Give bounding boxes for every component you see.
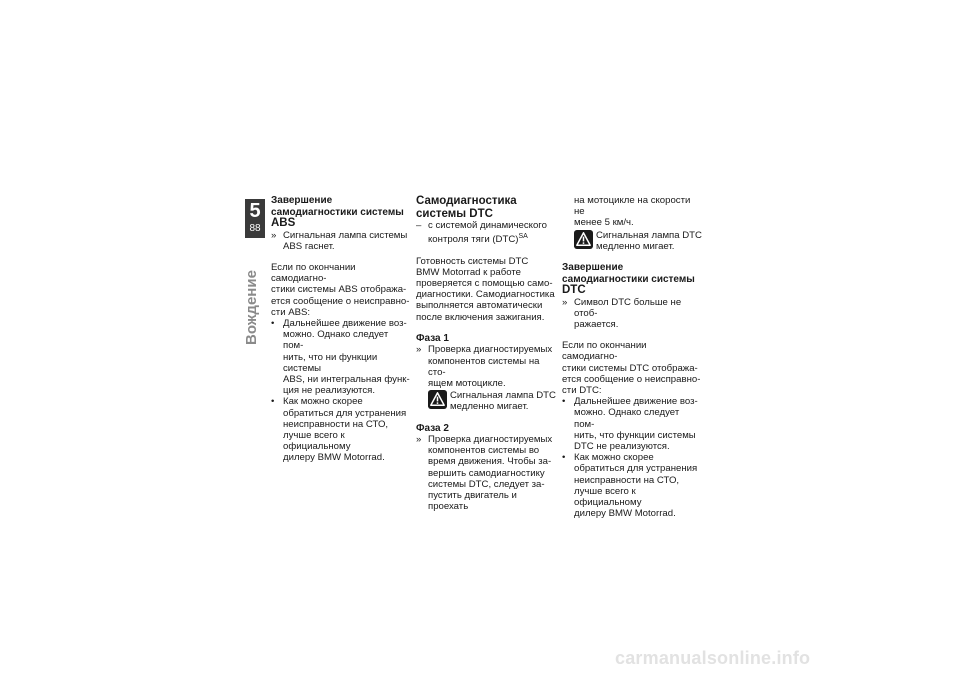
- step-marker: »: [416, 434, 422, 446]
- dtc-step: » Символ DTC больше не отоб- ражается.: [562, 296, 682, 330]
- dtc-selfdiag-heading: Самодиагностика системы DTC: [416, 195, 517, 220]
- dtc-fault-paragraph: Если по окончании самодиагно- стики системы DTC отобража- ется сообщение о неисправно- сти DTC:: [562, 340, 701, 396]
- phase-2-heading: Фаза 2: [416, 422, 449, 434]
- phase-1-step: » Проверка диагностируемых компонентов системы на сто- ящем мотоцикле.: [416, 344, 553, 389]
- bullet: •: [562, 452, 566, 464]
- dtc-completion-heading: Завершение самодиагностики системы DTC: [562, 262, 695, 297]
- chapter-number: 5: [249, 200, 261, 222]
- step-marker: »: [562, 296, 568, 308]
- bullet: •: [271, 317, 275, 329]
- list-item: • Дальнейшее движение воз- можно. Однако следует пом- нить, что ни функции системы ABS, ни интегральная функ- ция не реализуются.: [271, 317, 410, 397]
- phase-1-heading: Фаза 1: [416, 332, 449, 344]
- option-note: – с системой динамического контроля тяги (DTC)$^{SA}$: [416, 220, 547, 246]
- bullet: •: [271, 396, 275, 408]
- step-marker: »: [416, 344, 422, 356]
- column-2: [416, 195, 556, 512]
- step-marker: »: [271, 229, 277, 241]
- watermark: carmanualsonline.info: [615, 648, 811, 668]
- list-item: • Дальнейшее движение воз- можно. Однако следует пом- нить, что функции системы DTC не реализуются.: [562, 396, 698, 452]
- column-3: [562, 195, 702, 519]
- phase-2-step: » Проверка диагностируемых компонентов системы во время движения. Чтобы за- вершить самодиагностику системы DTC, следует за- пустить двигатель и проехать: [416, 434, 553, 513]
- abs-paragraph: Если по окончании самодиагно- стики системы ABS отобража- ется сообщение о неисправно- сти ABS:: [271, 261, 410, 318]
- column-1: [271, 195, 411, 464]
- warning-lamp-row: Сигнальная лампа DTC медленно мигает.: [562, 230, 702, 252]
- phase-2-continuation: на мотоцикле на скорости не менее 5 км/ч.: [574, 195, 691, 229]
- section-label: Вождение: [243, 270, 260, 345]
- abs-step: » Сигнальная лампа системы ABS гаснет.: [271, 229, 408, 252]
- dtc-warning-lamp-icon: [574, 230, 593, 249]
- dtc-paragraph: Готовность системы DTC BMW Motorrad к работе проверяется с помощью само- диагностики. Самодиагностика выполняется автоматически после включения зажигания.: [416, 255, 555, 323]
- warning-lamp-row: Сигнальная лампа DTC медленно мигает.: [416, 390, 556, 412]
- list-item: • Как можно скорее обратиться для устранения неисправности на СТО, лучше всего к официальному дилеру BMW Motorrad.: [271, 396, 407, 464]
- chapter-tab: [245, 199, 265, 238]
- abs-completion-heading: Завершение самодиагностики системы ABS: [271, 195, 404, 229]
- list-item: • Как можно скорее обратиться для устранения неисправности на СТО, лучше всего к официальному дилеру BMW Motorrad.: [562, 452, 698, 520]
- option-superscript: SA: [518, 233, 528, 241]
- dash-marker: –: [416, 220, 422, 231]
- page-number: 88: [249, 223, 261, 234]
- dtc-warning-lamp-icon: [428, 390, 447, 409]
- bullet: •: [562, 396, 566, 408]
